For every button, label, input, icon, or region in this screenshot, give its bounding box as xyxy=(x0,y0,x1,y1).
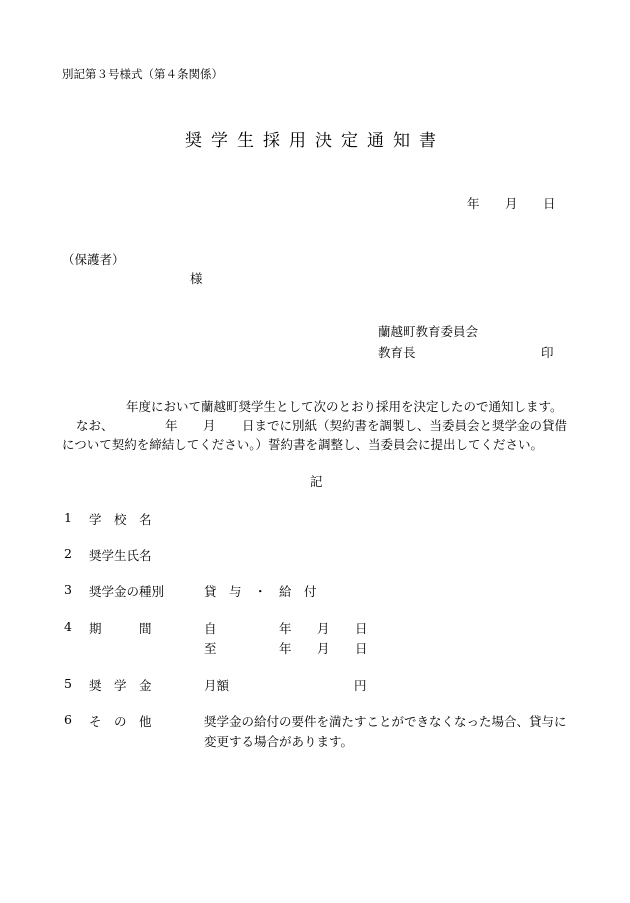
period-from-year: 年 xyxy=(279,621,292,636)
issuer-role: 教育長 xyxy=(378,345,416,360)
period-from-day: 日 xyxy=(355,621,368,636)
item-4-number: 4 xyxy=(64,619,72,634)
period-to-label: 至 xyxy=(204,641,217,656)
body-line-2-prefix: なお、 xyxy=(76,418,114,433)
period-from-month: 月 xyxy=(317,621,330,636)
issuer-name: 蘭越町教育委員会 xyxy=(378,324,479,339)
period-to-month: 月 xyxy=(317,641,330,656)
period-to-day: 日 xyxy=(355,641,368,656)
period-to-year: 年 xyxy=(279,641,292,656)
ki-heading: 記 xyxy=(310,474,323,489)
item-6-label: そ の 他 xyxy=(89,714,152,729)
document-title: 奨学生採用決定通知書 xyxy=(185,131,445,151)
yen-unit: 円 xyxy=(354,678,367,693)
item-6-value-line-1: 奨学金の給付の要件を満たすことができなくなった場合、貸与に xyxy=(204,714,567,729)
item-5-label: 奨 学 金 xyxy=(89,678,152,693)
body-line-2-rest: 日までに別紙（契約書を調製し、当委員会と奨学金の貸借 xyxy=(242,418,568,433)
item-6-number: 6 xyxy=(64,712,72,727)
item-6-value-line-2: 変更する場合があります。 xyxy=(204,734,354,749)
body-line-3: について契約を締結してください。）誓約書を調整し、当委員会に提出してください。 xyxy=(62,437,544,452)
item-2-label: 奨学生氏名 xyxy=(89,548,152,563)
item-2-number: 2 xyxy=(64,546,72,561)
item-5-number: 5 xyxy=(64,676,72,691)
form-number: 別記第３号様式（第４条関係） xyxy=(62,67,223,81)
seal-mark: 印 xyxy=(541,345,554,360)
date-month-label: 月 xyxy=(505,196,518,211)
item-3-value: 貸 与 ・ 給 付 xyxy=(204,584,317,599)
recipient-label: （保護者） xyxy=(62,252,125,267)
item-3-label: 奨学金の種別 xyxy=(89,584,165,599)
date-day-label: 日 xyxy=(543,196,556,211)
body-line-2-month: 月 xyxy=(203,418,216,433)
body-line-1: 年度において蘭越町奨学生として次のとおり採用を決定したので通知します。 xyxy=(126,399,563,414)
recipient-honorific: 様 xyxy=(190,271,203,286)
item-1-label: 学 校 名 xyxy=(89,512,152,527)
item-3-number: 3 xyxy=(64,582,72,597)
item-1-number: 1 xyxy=(64,510,72,525)
monthly-amount-label: 月額 xyxy=(204,678,230,693)
date-year-label: 年 xyxy=(467,196,480,211)
item-4-label: 期 間 xyxy=(89,621,152,636)
period-from-label: 自 xyxy=(204,621,217,636)
body-line-2-year: 年 xyxy=(165,418,178,433)
